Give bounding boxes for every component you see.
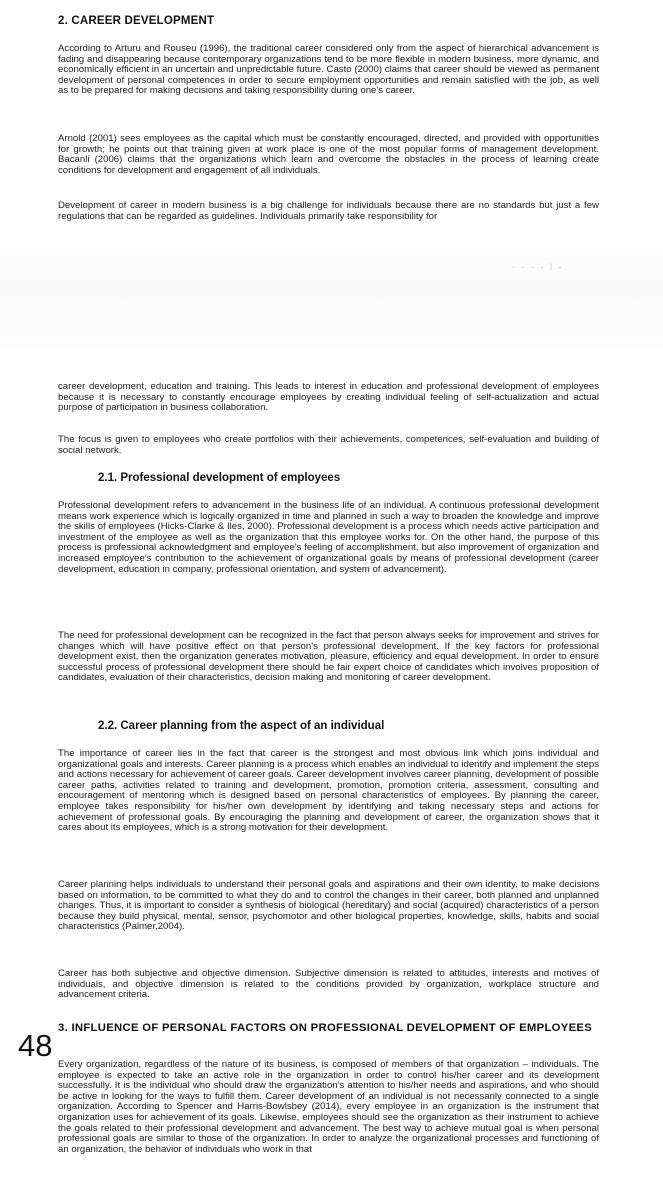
section-3-paragraph-1: Every organization, regardless of the nature of its business, is composed of members of that organization – individuals. The employee is expected to take an active role in the organization in order to control his/her career and its development successfully. It is the individual who should draw the organization's attention to his/her needs and aspirations, and who should be active in looking for the ways to fulfill them. Career development of an individual is not necessarily connected to a single organization. According to Spencer and Harris-Bowlsbey (2014), every employee in an organization is the instrument that organization uses for achievement of its goals. Likewise, employees should see the organization as their instrument to achieve the goals related to their professional development and advancement. The best way to achieve mutual goal is when personal professional goals are similar to those of the organization. In order to analyze the organizational processes and functioning of an organization, the behavior of individuals who work in that (58, 1059, 599, 1155)
faded-scan-mark: - - - - l - (512, 262, 564, 272)
page-number: 48 (18, 1028, 53, 1063)
previous-text-fragment (58, 0, 598, 1)
section-2-paragraph-2: Arnold (2001) sees employees as the capital which must be constantly encouraged, directed, and provided with opportunities for growth; he points out that training given at work place is one of the most popular forms of management development. Bacanli (2006) claims that the organizations which learn and overcome the obstacles in the process of learning create conditions for development and engagement of all individuals. (58, 133, 599, 176)
section-2-paragraph-1: According to Arturu and Rouseu (1996), the traditional career considered only from the aspect of hierarchical advancement is fading and disappearing because contemporary organizations tend to be more flexible in modern business, more dynamic, and economically efficient in an uncertain and unpredictable future. Casto (2000) claims that career should be viewed as permanent development of personal competences in order to secure employment opportunities and remain satisfied with the job, as well as to be prepared for making decisions and taking responsibility during one's career. (58, 43, 599, 97)
section-2-1-paragraph-2: The need for professional development can be recognized in the fact that person always seeks for improvement and strives for changes which will have positive effect on that person's professional development. If the key factors for professional development exist, then the organization generates motivation, pleasure, efficiency and equal development. In order to ensure successful process of professional development there should be fair expert choice of candidates which involves proposition of candidates, evaluation of their characteristics, decision making and monitoring of career development. (58, 630, 599, 684)
section-2-2-paragraph-1: The importance of career lies in the fact that career is the strongest and most obvious link which joins individual and organizational goals and interests. Career planning is a process which enables an individual to identify and implement the steps and actions necessary for achievement of career goals. Career development involves career planning, development of possible career paths, activities related to training and development, promotion, promotion criteria, assessment, consulting and encouragement of mentoring which is designed based on personal characteristics of employees. By planning the career, employee takes responsibility for his/her own development by identifying and taking necessary steps and actions for achievement of professional goals. By encouraging the planning and development of career, the organization shows that it cares about its employees, which is a strong motivation for their development. (58, 748, 599, 834)
section-2-paragraph-3: Development of career in modern business is a big challenge for individuals because there are no standards but just a few regulations that can be regarded as guidelines. Individuals primarily take responsibility for (58, 200, 599, 222)
section-2-1-paragraph-1: Professional development refers to advancement in the business life of an individual. A continuous professional development means work experience which is logically organized in time and planned in such a way to broaden the knowledge and improve the skills of employees (Hicks-Clarke & Iles, 2000). Professional development is a process which needs active participation and investment of the employee as well as the organization that this employee works for. On the other hand, the purpose of this process is professional acknowledgment and employee's feeling of accomplishment, but also improvement of organization and increased employee's contribution to the achievement of organizational goals by means of professional development (career development, education in company, professional orientation, and system of advancement). (58, 500, 599, 575)
section-2-heading: 2. CAREER DEVELOPMENT (58, 15, 215, 27)
page-break-gap (0, 228, 663, 378)
section-2-2-paragraph-3: Career has both subjective and objective dimension. Subjective dimension is related to attitudes, interests and motives of individuals, and objective dimension is related to the conditions provided by organization, workplace structure and advancement criteria. (58, 968, 599, 1001)
section-2-1-heading: 2.1. Professional development of employees (98, 472, 341, 484)
section-2-2-paragraph-2: Career planning helps individuals to understand their personal goals and aspirations and their own identity, to make decisions based on information, to be committed to what they do and to control the changes in their career, both planned and unplanned changes. Thus, it is important to consider a synthesis of biological (hereditary) and social (acquired) characteristics of a person because they build physical, mental, sensor, psychomotor and other biological properties, knowledge, skills, habits and social characteristics (Palmer,2004). (58, 879, 599, 933)
section-2-paragraph-5: The focus is given to employees who create portfolios with their achievements, competences, self-evaluation and building of social network. (58, 434, 599, 456)
section-2-2-heading: 2.2. Career planning from the aspect of an individual (98, 720, 385, 732)
section-2-paragraph-4: career development, education and training. This leads to interest in education and professional development of employees because it is necessary to constantly encourage employees by creating individual feeling of self-actualization and actual purpose of participation in business collaboration. (58, 381, 599, 414)
section-3-heading: 3. INFLUENCE OF PERSONAL FACTORS ON PROFESSIONAL DEVELOPMENT OF EMPLOYEES (58, 1022, 593, 1034)
